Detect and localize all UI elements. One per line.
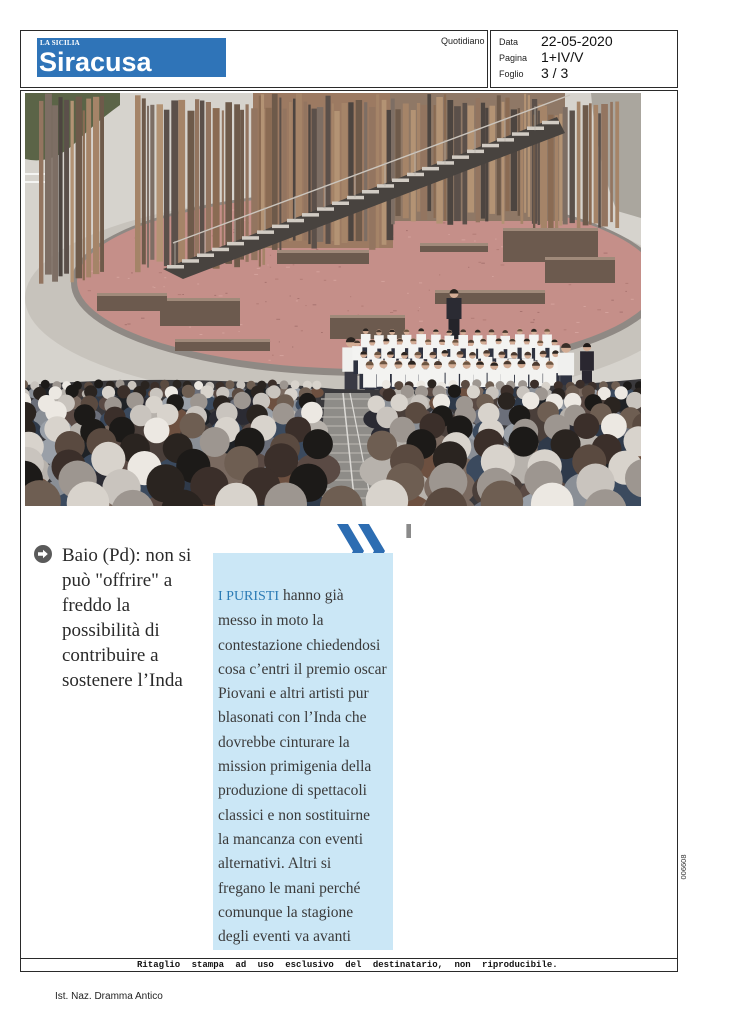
box-line: mission primigenia della xyxy=(218,758,372,776)
box-line: contestazione chiedendosi xyxy=(218,636,381,654)
masthead-edition: Siracusa xyxy=(39,47,152,77)
box-line: Piovani e altri artisti pur xyxy=(218,685,369,703)
sheet-label: Foglio xyxy=(499,69,524,79)
box-line-text: hanno già xyxy=(282,587,344,604)
headline-line: freddo la xyxy=(62,595,131,616)
header-masthead-box xyxy=(20,30,488,88)
masthead-banner xyxy=(37,38,226,77)
box-line: fregano le mani perché xyxy=(218,879,361,897)
box-line: cosa c’entri il premio oscar xyxy=(218,660,387,678)
scan-mark xyxy=(406,524,411,538)
audience xyxy=(25,379,641,506)
publication-type: Quotidiano xyxy=(441,36,485,46)
arrow-bullet-icon xyxy=(34,545,52,563)
box-line: messo in moto la xyxy=(218,612,324,630)
box-line: produzione di spettacoli xyxy=(218,782,367,800)
headline-line: possibilità di xyxy=(62,620,160,641)
box-line: la mancanza con eventi xyxy=(218,830,364,848)
box-line: blasonati con l’Inda che xyxy=(218,709,367,727)
headline xyxy=(62,543,191,693)
sheet-value: 3 / 3 xyxy=(541,65,569,81)
margin-code: 006608 xyxy=(679,854,688,880)
headline-line: Baio (Pd): non si xyxy=(62,545,192,566)
page-value: 1+IV/V xyxy=(541,49,584,65)
page-label: Pagina xyxy=(499,53,528,63)
date-label: Data xyxy=(499,37,519,47)
sidebar-box xyxy=(213,553,393,950)
box-line: comunque la stagione xyxy=(218,903,354,921)
headline-line: contribuire a xyxy=(62,645,159,666)
headline-line: sostenere l’Inda xyxy=(62,670,183,691)
box-line: dovrebbe cinturare la xyxy=(218,733,350,751)
box-line xyxy=(218,584,393,609)
footer-notice: Ritaglio stampa ad uso esclusivo del destinatario, non riproducibile. xyxy=(137,960,558,970)
source-name: Ist. Naz. Dramma Antico xyxy=(55,991,163,1002)
box-line: degli eventi va avanti xyxy=(218,928,351,946)
theater-stage-photo xyxy=(25,93,641,506)
masthead-newspaper-name: LA SICILIA xyxy=(40,39,80,47)
box-line: classici e non sostituirne xyxy=(218,806,370,824)
header-info-box xyxy=(490,30,678,88)
box-lead: I PURISTI xyxy=(218,589,280,604)
date-value: 22-05-2020 xyxy=(541,33,613,49)
box-line: alternativi. Altri si xyxy=(218,855,332,873)
headline-line: può "offrire" a xyxy=(62,570,173,591)
